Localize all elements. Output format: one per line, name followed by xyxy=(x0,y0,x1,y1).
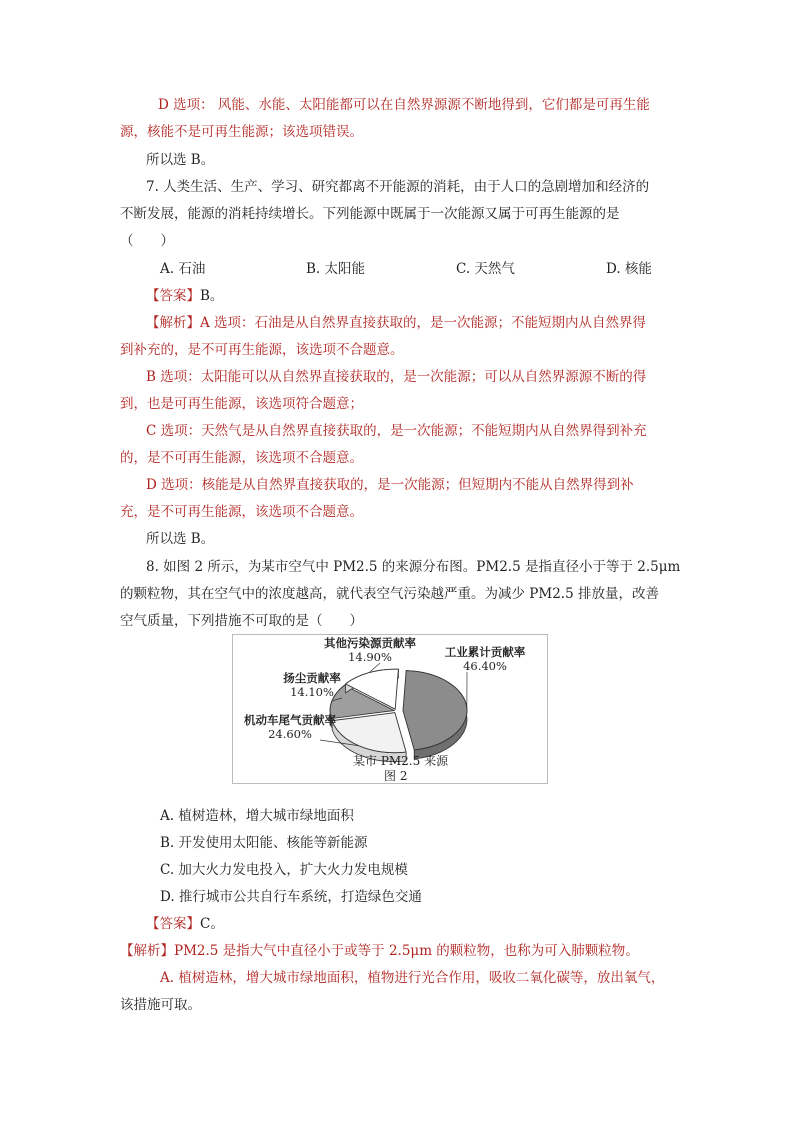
q7-option-c: C. 天然气 xyxy=(456,261,515,277)
q7-stem-line2: 不断发展，能源的消耗持续增长。下列能源中既属于一次能源又属于可再生能源的是 xyxy=(120,206,620,222)
pie-slice-label-0: 工业累计贡献率 xyxy=(444,645,526,659)
q7-analysis-b-line1: B 选项：太阳能可以从自然界直接获取的，是一次能源；可以从自然界源源不断的得 xyxy=(146,369,647,385)
q7-analysis-a-text: A 选项：石油是从自然界直接获取的，是一次能源；不能短期内从自然界得 xyxy=(200,315,647,331)
prev-d-option-line1: D 选项： 风能、水能、太阳能都可以在自然界源源不断地得到，它们都是可再生能 xyxy=(158,97,650,113)
q8-answer xyxy=(146,914,224,934)
pie-slice-label-1: 机动车尾气贡献率 xyxy=(244,713,336,727)
q8-stem-line1: 8. 如图 2 所示，为某市空气中 PM2.5 的来源分布图。PM2.5 是指直径小于等于 2.5μm xyxy=(146,559,681,575)
q7-option-a: A. 石油 xyxy=(160,261,206,277)
q7-stem-line1: 7. 人类生活、生产、学习、研究都离不开能源的消耗，由于人口的急剧增加和经济的 xyxy=(146,179,650,195)
q7-answer xyxy=(146,286,223,306)
q8-option-d: D. 推行城市公共自行车系统，打造绿色交通 xyxy=(160,889,422,905)
pie-slice-value-3: 14.90% xyxy=(348,650,392,664)
pie-slice-label-2: 扬尘贡献率 xyxy=(283,671,341,685)
q8-option-b: B. 开发使用太阳能、核能等新能源 xyxy=(160,835,368,851)
q7-analysis-b-line2: 到，也是可再生能源，该选项符合题意； xyxy=(120,396,363,412)
q8-stem-line2: 的颗粒物，其在空气中的浓度越高，就代表空气污染越严重。为减少 PM2.5 排放量，改善 xyxy=(120,586,659,602)
q8-analysis-text: PM2.5 是指大气中直径小于或等于 2.5μm 的颗粒物，也称为可入肺颗粒物。 xyxy=(174,943,639,959)
q8-analysis-tag: 【解析】 xyxy=(120,943,174,959)
q8-answer-tag: 【答案】 xyxy=(146,916,200,932)
q8-analysis-a-line2: 该措施可取。 xyxy=(120,997,201,1013)
prev-d-option-line2: 源，核能不是可再生能源；该选项错误。 xyxy=(120,124,363,140)
pie-slice-value-2: 14.10% xyxy=(290,685,334,699)
q8-answer-value: C。 xyxy=(200,916,224,932)
q8-analysis-a-line1: A. 植树造林，增大城市绿地面积，植物进行光合作用，吸收二氧化碳等，放出氧气， xyxy=(160,970,665,986)
chart-title: 某市 PM2.5 来源 xyxy=(353,754,449,768)
pie-slice-label-3: 其他污染源贡献率 xyxy=(324,636,416,650)
q7-conclusion: 所以选 B。 xyxy=(146,531,215,547)
q8-option-a: A. 植树造林，增大城市绿地面积 xyxy=(160,808,354,824)
prev-conclusion: 所以选 B。 xyxy=(146,152,215,168)
q7-analysis-tag: 【解析】 xyxy=(146,315,200,331)
q7-analysis-d-line1: D 选项：核能是从自然界直接获取的，是一次能源；但短期内不能从自然界得到补 xyxy=(146,477,634,493)
pie-slice-value-0: 46.40% xyxy=(463,659,507,673)
q7-answer-tag: 【答案】 xyxy=(146,288,200,304)
q7-option-b: B. 太阳能 xyxy=(306,261,366,277)
q7-analysis-a-line2: 到补充的，是不可再生能源，该选项不合题意。 xyxy=(120,342,404,358)
q7-analysis-c-line1: C 选项：天然气是从自然界直接获取的，是一次能源；不能短期内从自然界得到补充 xyxy=(146,423,647,439)
q7-analysis-c-line2: 的，是不可再生能源，该选项不合题意。 xyxy=(120,450,363,466)
q8-analysis-line1 xyxy=(120,941,639,961)
q7-answer-value: B。 xyxy=(200,288,224,304)
pie-slice-value-1: 24.60% xyxy=(268,727,312,741)
q7-blank: （ ） xyxy=(120,233,174,249)
q7-analysis-a-line1 xyxy=(146,313,646,333)
q7-option-d: D. 核能 xyxy=(606,261,652,277)
q7-analysis-d-line2: 充，是不可再生能源，该选项不合题意。 xyxy=(120,504,363,520)
q8-option-c: C. 加大火力发电投入，扩大火力发电规模 xyxy=(160,862,408,878)
q8-stem-line3: 空气质量，下列措施不可取的是（ ） xyxy=(120,613,363,629)
figure-label: 图 2 xyxy=(384,769,408,783)
